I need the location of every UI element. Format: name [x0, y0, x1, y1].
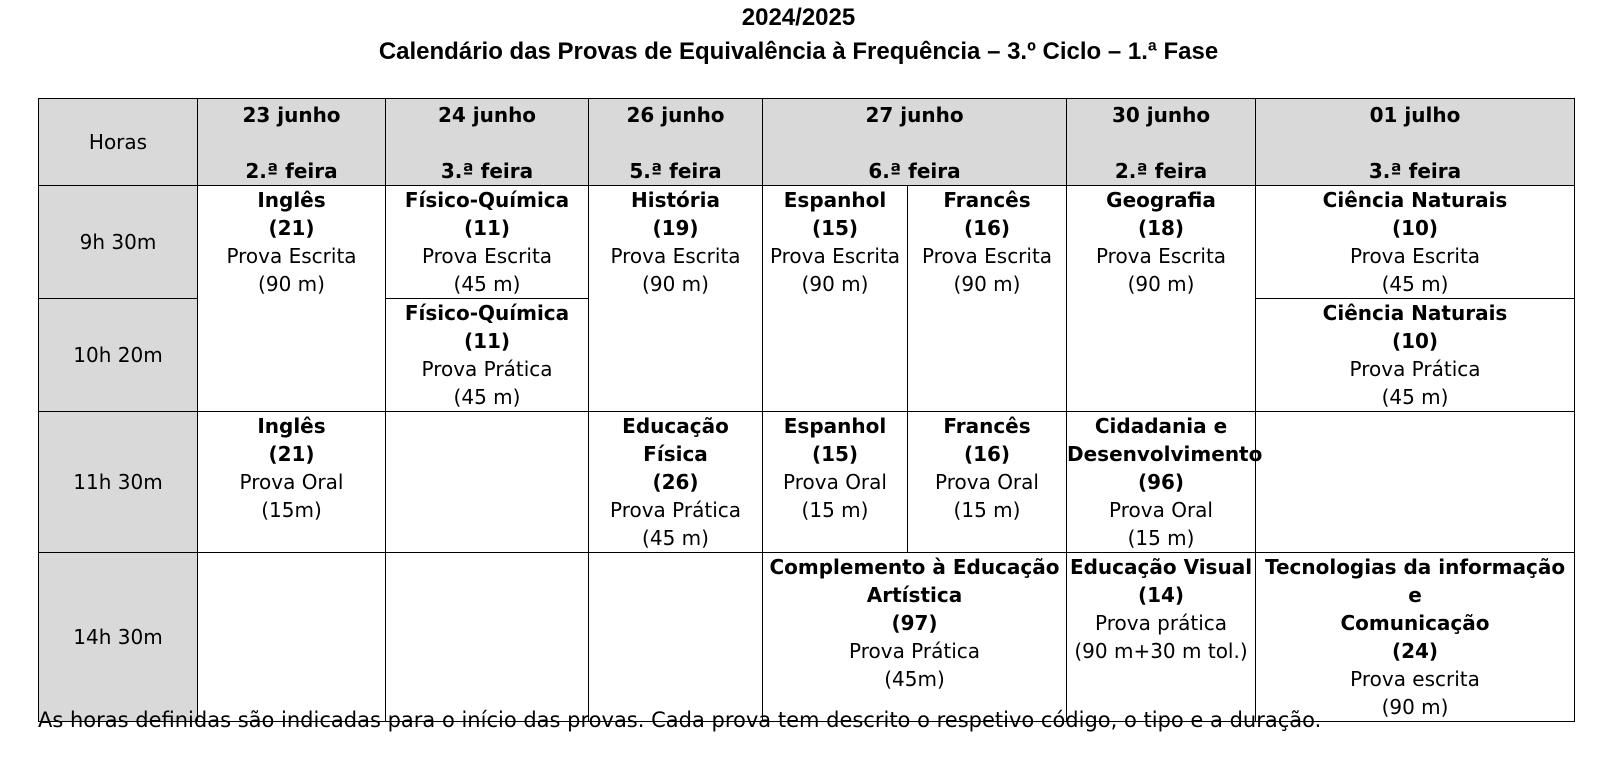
exam-code: (16) — [963, 442, 1011, 466]
day-header-6 — [1256, 99, 1575, 186]
day-weekday: 3.ª feira — [440, 159, 534, 183]
day-date: 01 julho — [1369, 103, 1461, 127]
exam-duration: (90 m) — [953, 272, 1021, 296]
exam-subject: Tecnologias da informação e — [1264, 555, 1566, 607]
day-weekday: 5.ª feira — [629, 159, 722, 183]
exam-subject: Artística — [866, 583, 963, 607]
empty-cell — [386, 412, 589, 553]
exam-duration: (45 m) — [1381, 385, 1449, 409]
exam-duration: (45 m) — [1381, 272, 1449, 296]
exam-cell-ev-pratica — [1067, 553, 1256, 722]
exam-cell-fq-escrita — [386, 186, 589, 299]
row-14h30 — [39, 553, 1575, 722]
exam-code: (21) — [268, 442, 315, 466]
day-weekday: 3.ª feira — [1368, 159, 1462, 183]
day-weekday: 6.ª feira — [868, 159, 961, 183]
day-date: 30 junho — [1111, 103, 1211, 127]
exam-code: (15) — [811, 216, 859, 240]
exam-duration: (45 m) — [453, 385, 521, 409]
exam-type: Prova Escrita — [921, 244, 1053, 268]
exam-code: (19) — [652, 216, 699, 240]
empty-cell — [1256, 412, 1575, 553]
exam-code: (21) — [268, 216, 315, 240]
exam-type: Prova Escrita — [610, 244, 741, 268]
hour-cell: 10h 20m — [39, 299, 198, 412]
empty-cell — [589, 553, 763, 722]
exam-code: (10) — [1391, 216, 1439, 240]
exam-cell-ingles-oral — [198, 412, 386, 553]
exam-cell-cidadania-oral — [1067, 412, 1263, 553]
exam-code: (26) — [652, 470, 699, 494]
day-weekday: 2.ª feira — [245, 159, 338, 183]
exam-duration: (15 m) — [1127, 526, 1195, 550]
hour-cell: 14h 30m — [39, 553, 198, 722]
day-header-3 — [589, 99, 763, 186]
exam-type: Prova Prática — [609, 498, 741, 522]
exam-subject: Físico-Química — [404, 301, 570, 325]
exam-subject: Comunicação — [1340, 611, 1490, 635]
exam-duration: (45 m) — [453, 272, 521, 296]
day-date: 23 junho — [242, 103, 341, 127]
exam-code: (11) — [463, 216, 511, 240]
exam-duration: (90 m) — [1381, 695, 1449, 719]
exam-type: Prova Escrita — [769, 244, 901, 268]
exam-type: Prova Oral — [783, 470, 887, 494]
exam-cell-cea-pratica — [763, 553, 1067, 722]
empty-cell — [198, 553, 386, 722]
exam-type: Prova Escrita — [226, 244, 357, 268]
exam-cell-frances-oral — [908, 412, 1067, 553]
day-weekday: 2.ª feira — [1114, 159, 1208, 183]
exam-duration: (90 m) — [258, 272, 325, 296]
exam-cell-frances-escrita — [908, 186, 1067, 412]
exam-code: (11) — [463, 329, 511, 353]
exam-code: (18) — [1137, 216, 1185, 240]
exam-type: Prova Escrita — [1095, 244, 1227, 268]
exam-duration: (15 m) — [953, 498, 1021, 522]
document-year: 2024/2025 — [741, 4, 856, 31]
exam-code: (97) — [891, 611, 938, 635]
header-row — [39, 99, 1575, 186]
exam-subject: Desenvolvimento — [1067, 442, 1263, 466]
day-date: 26 junho — [626, 103, 725, 127]
exam-duration: (90 m) — [801, 272, 869, 296]
exam-code: (14) — [1137, 583, 1185, 607]
exam-type: Prova Prática — [849, 639, 981, 663]
exam-calendar-table — [38, 98, 1575, 722]
exam-subject: Geografia — [1106, 188, 1216, 212]
exam-subject: Educação Física — [622, 414, 729, 466]
row-11h30 — [39, 412, 1575, 553]
exam-type: Prova Prática — [1349, 357, 1481, 381]
document-title: Calendário das Provas de Equivalência à Frequência – 3.º Ciclo – 1.ª Fase — [378, 38, 1219, 65]
exam-cell-historia-escrita — [589, 186, 763, 412]
hours-header-label: Horas — [88, 130, 148, 154]
row-9h30 — [39, 186, 1575, 299]
exam-code: (10) — [1391, 329, 1439, 353]
exam-code: (15) — [811, 442, 859, 466]
exam-cell-fq-pratica — [386, 299, 589, 412]
exam-subject: Físico-Química — [404, 188, 570, 212]
footer-note: As horas definidas são indicadas para o início das provas. Cada prova tem descrito o respetivo código, o tipo e a duração. — [38, 708, 1322, 732]
exam-cell-cn-pratica — [1256, 299, 1575, 412]
exam-cell-ef-pratica — [589, 412, 763, 553]
exam-subject: Cidadania e — [1094, 414, 1228, 438]
exam-subject: Espanhol — [783, 188, 887, 212]
exam-subject: História — [630, 188, 720, 212]
exam-code: (96) — [1137, 470, 1185, 494]
exam-duration: (45 m) — [642, 526, 709, 550]
exam-cell-espanhol-oral — [763, 412, 908, 553]
exam-duration: (90 m) — [1127, 272, 1195, 296]
exam-type: Prova escrita — [1350, 667, 1480, 691]
day-date: 27 junho — [865, 103, 964, 127]
exam-cell-cn-escrita — [1256, 186, 1575, 299]
exam-subject: Educação Visual — [1069, 555, 1253, 579]
hour-cell: 9h 30m — [39, 186, 198, 299]
exam-subject: Francês — [943, 414, 1031, 438]
exam-subject: Complemento à Educação — [769, 555, 1060, 579]
exam-cell-espanhol-escrita — [763, 186, 908, 412]
exam-cell-geografia-escrita — [1067, 186, 1256, 412]
exam-type: Prova Oral — [935, 470, 1039, 494]
exam-subject: Inglês — [257, 188, 326, 212]
exam-type: Prova Prática — [421, 357, 553, 381]
exam-code: (16) — [963, 216, 1011, 240]
exam-code: (24) — [1391, 639, 1439, 663]
hours-header — [39, 99, 198, 186]
exam-cell-ingles-escrita — [198, 186, 386, 412]
exam-type: Prova Oral — [1109, 498, 1213, 522]
day-header-1 — [198, 99, 386, 186]
exam-subject: Ciência Naturais — [1322, 301, 1508, 325]
exam-type: Prova Oral — [239, 470, 344, 494]
exam-type: Prova Escrita — [1349, 244, 1481, 268]
exam-duration: (90 m) — [642, 272, 709, 296]
exam-subject: Espanhol — [783, 414, 887, 438]
day-date: 24 junho — [437, 103, 537, 127]
hour-cell: 11h 30m — [39, 412, 198, 553]
exam-subject: Francês — [943, 188, 1031, 212]
exam-duration: (15m) — [261, 498, 322, 522]
exam-duration: (45m) — [884, 667, 945, 691]
day-header-2 — [386, 99, 589, 186]
exam-type: Prova Escrita — [421, 244, 553, 268]
exam-type: Prova prática — [1095, 611, 1228, 635]
empty-cell — [386, 553, 589, 722]
exam-subject: Inglês — [257, 414, 326, 438]
day-header-5 — [1067, 99, 1256, 186]
exam-cell-tic-escrita — [1256, 553, 1575, 722]
exam-subject: Ciência Naturais — [1322, 188, 1508, 212]
day-header-4 — [763, 99, 1067, 186]
exam-duration: (90 m+30 m tol.) — [1074, 639, 1248, 663]
exam-duration: (15 m) — [801, 498, 869, 522]
